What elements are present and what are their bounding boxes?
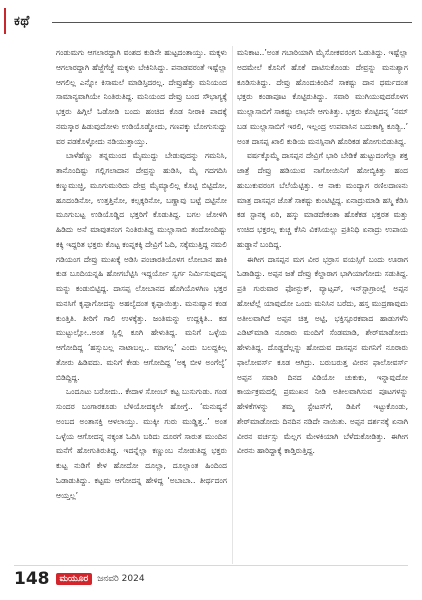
paragraph: ಒಂದೂಟು ಬರೋದು.. ಕೇದಾಳ ಸೋಂಬ್ ಕಟ್ಟ ಬುಸುಗುಡು. ಗಂಡ ಸುಂದರ ಬಂಗಾರಕೂಡು ಬೆಳಿಯೋದಕ್ಕಲೇ ಹೋಗ್ತೆ.. ‘ಮನುಷ್ಯನೆ ಅಂಬದ ಅಂತಾಸಕ್ತಿ ಆಳಲಾಯ್ತು. ಮುಕ್ಕೀ ಗುರು ಮುಡ್ಡಿತ್ತ..’ ಅಂತ ಒಳ್ಳೆಯ ಆಗೋದನ್ನ ನಕ್ಕಂತ ಓದಿಸಿ ಬರಿದು ದೂರಗೆ ಸಾರುತ ಮುಂದಿನ ಮನೆಗೆ ಹೋಗುತಿರುತಿದ್ದ. ಇದನ್ನೆಲ್ಲಾ ಕಣ್ಣುಂಬ ನೋಡುತಿದ್ದ ಭಕ್ತರು ಕುಟ್ಟ ನುಡಿಗೆ ಕೇಳ ಹೋದೋ ದೂಲ್ಲಾ, ದೂಲ್ಲಾಂತ ಹಿಂದಿಂದ ಓಡಾಡುತಿದ್ದು. ಕಟ್ಟಮ ಆಗೋದನ್ನ ಹೇಳಿದ್ದ ‘ಅಬಾಬಾ.. ತೀರ್ಥದಂಗ ಆಯ್ತಲ್ಲ’ xyxy=(56,387,227,500)
column-left xyxy=(56,46,227,564)
paragraph: ಬಾಳೆಹೆಣ್ಣು ತನ್ನಮುಂದ ಮೈಮುದ್ದು ಬೇಡುವುದನ್ನು ಗಮನಿಸಿ, ತಾನೊಂದಿಷ್ಟು ಗಲ್ಲಿಗಲಾದಾನ ದೇವ್ರನ್ನು ಹುಡಿಸಿ, ಮೈ ಗದಗದಿಸಿ ಕಣ್ಮುಮುಚ್ಚಿ, ಮೂಗುಮುರಿದು ದೇವ್ರ ಮೈಮ್ಯಾಲಿಲ್ಲ ಕೊಟ್ಟಿ ಬಿಟ್ಟಿದೋ, ಹೂದಂಡಿನೋ, ಉತ್ತತ್ತಿನೋ, ಕಲ್ಸಕ್ಕರಿನೋ, ಬಣ್ಣಾವು ಬಟ್ಟೆ ದಟ್ಟಿನೋ ಮೂಗುಬಟ್ಟ ಉಡಿಯೊಡ್ಡಿದ ಭಕ್ತರಿಗೆ ಕೊಡುತಿದ್ದ. ಬಗಲ ಜೋಳಿಗಿ ಹಿಡಿದು ಅನೆ ಮಾವುತನಂಗ ನಿಂತಿರುತಿದ್ದ ಮುಲ್ಲಾಸಾಬಿ ತಂದೋಂದಿಷ್ಟು ಕಕ್ಕಿ ಇದ್ದರಿತ ಭಕ್ತರು ಕೊಟ್ಟ ಕಂಪ್ನಕಕ್ಕಿ ದೇವ್ರಿಗೆ ಓದಿ, ಸಕ್ಕೆಮುತ್ತಿದ್ದ ನಮಲಿ ಗಡಿಯಂಗ ದೇವ್ರು ಮುಖಕ್ಕೆ ಅಡಿಸಿ ಪಂಚಾರತಿಯೊಳಗ ಲೋಬಾನ ಹಾಕಿ ಕುಡ ಬೂದಿಯನ್ನಹಿ ಹೋಗಬೆಟ್ಟಿಸಿ ಇದ್ದರ್ಯೋ ಸ್ವರ್ಗ ನಿರ್ಮಿಸುವುದನ್ನ ಮನ್ನು ಕಂಡುಬಿಟ್ಟಿದ್ದ. ದಾಸಪ್ಪ ಲೋಬಾನದ ಹೊಗಿಯೊಳಗಿಣ ಭಕ್ತರ ಮನಸಿಗೆ ಕೃಪ್ಪಾಗೋದನ್ನು ಅಹಲ್ಯೆದಂತ ಕೃಪ್ಪಾಯಿತ್ತು. ಮನುಷ್ಯಾನ ಕಂಡ ಕುಂತ್ತಿತಿ. ತೀರಿಗೆ ಗಾಲಿ ಉಳಕ್ಕೆತ್ತು. ಜಂತಿಮನ್ನು ಉದ್ದಕ್ಕಿತಿ.. ಕಡ ಮುಟ್ಟುಲ್ಲೋ..ಅಂತ ಸ್ವಿಲ್ಲಿ ಕೂಗಿ ಹೇಳುತಿದ್ದ. ಮನಿಗೆ ಒಳ್ಳೆಯ ಆಗೋದಿದ್ದ ‘ಹಸ್ಸುಬಲ್ಲ ನಾಟಾಬಲ್ಲ.. ಮಾಗಲ್ಲ’ ಎಂದು ಬಲದ್ದಕಿಲ್ಲ ತೋರು ಹಿಡಿವದು. ಮನಿಗೆ ಕೇಡು ಆಗೋದಿದ್ದ ‘ಅಕ್ಕ ಬೀಳ ಅಂಗೆಲ್ಯೆ’ ಬಿಡಿದ್ದಿದ್ದ. xyxy=(56,151,227,382)
article-body xyxy=(56,46,408,564)
column-divider xyxy=(232,46,233,564)
paragraph: ಗಂಡುಮಗು ಆಗಲಾರದ್ದಾಗಿ ವಂಶದ ಕುಡಿನೇ ಹುಟ್ಟದಂತಾಯ್ತು. ಮಕ್ಕಳು ಆಗಲಾರದ್ದಾಗಿ ಹೆಜ್ಜೆಗೆಜ್ಜೆ ಮಕ್ಕಳು ಬೇಕಿನಿಸಿದ್ದು. ಪನಾಡವರಂತೆ ಇಷ್ಟೆಲ್ಲಾ ಆಗಲಿಲ್ಲ ಎನ್ನೋ ಕಿಸಾಮಲೆ ಮಾಡಿಸ್ತಿದರಲ್ಲ. ದೇವ್ರುಹೆತ್ತು ಮನಿಯಂದ ಸಾಮಾನ್ಯವಾಗಿಯೇ ನಿಂತಿರುತಿದ್ದ. ಮನಿಯಂದ ದೇವ್ರು ಬಂದ ಸೌಭಾಗ್ಯಕ್ಕೆ ಭಕ್ತರು ಹಿಗ್ಗಿಲೆ ಓಡೋಡಿ ಬಂದು ಹಂಚಿದ ಕೊಡ ನೀರಾಕಿ ಪಾದಕ್ಕೆ ನಮಸ್ಕಾರ ಹಿಡುವುದೋಳು ಉಡಿಯೊಡ್ಡೋದು, ಗಣಪಕ್ಕು ಬೋಗುಸುದ್ದು ವರ ಪಡಕೊಳ್ಳೋದು ನಡಿಯುತ್ತಾಯ್ತು. xyxy=(56,48,227,146)
corner-decoration xyxy=(4,8,14,34)
page-header xyxy=(0,0,422,40)
section-label: ಕಥೆ xyxy=(14,14,30,29)
column-right xyxy=(237,46,408,564)
header-rule xyxy=(52,22,412,23)
issue-date: ಜನವರಿ 2024 xyxy=(97,574,145,584)
paragraph: ವರ್ಷಕ್ಕೊಮ್ಮೆ ದಾಸಪ್ಪನ ದೇವ್ರಿಗೆ ಭಾರಿ ಬೇಡಿಕೆ ಹುಟ್ಟುದಂಗೆಲ್ಲಾ ಶಕ್ತ ಜಾತ್ರೆ ದೇವ್ರು ಹಡಿಯುವ ನಾಗೋಯಿನಿಗೆ ಹೋಬ್ಯಿಕಿತ್ತು ಹಂದ ಹುಬುಕುವರಂಗ ಬೆಲೆಯೆಟ್ಟಿತ್ತು. ಆ ನಾಕು ಮಂದ್ಯಾಗ ರಣಿಲದಾಣನು ಮಾತ್ರ ದಾಸಪ್ಪನ ಜೊತೆ ಸಾಕಷ್ಟು ಕುಂಟಿಟ್ಟಿದ್ದ. ಏನಾದ್ರುಮಾಡಿ ಹಸ್ಮಿ ಕೆಡಿಸಿ ಕಡ ಸ್ಟಾನಕ್ಕ ಏರಿ, ಹಸ್ಕು ಮಾಡದೇಕಂತಾ ಹೊಕೆಕಡ ಭಕ್ತರತ ಮತ್ತು ಉಚಿದ ಭಕ್ತರಲ್ಲ ಕುಚ್ಚ ಕೆಸಿನಿ ವಿಕಸಿಯಲ್ಲು ಪ್ರತಿನಿಧಿ ಏನಾದ್ರು ಉಪಾಯ ಹುಡ್ಡಾನೆ ಬಂದಿದ್ದ. xyxy=(237,151,408,249)
magazine-logo: ಮಯೂರ xyxy=(56,573,93,585)
footer-rule xyxy=(14,565,408,566)
paragraph: ಈಗೀಗ ದಾಸಪ್ಪನ ಮಗ ವೀರ ಭರ್ರಾಸ ವಯಸ್ಸಿಗೆ ಬಂದು ಊರಾಗ ಓಡಾಡಿದ್ದು. ಅಪ್ಪನ ಜತೆ ದೇವ್ರು ಕೆಲ್ದಾರಾಗ ಭಾಗಿಯಾಗೋದು ಸಡುತಿದ್ದ. ಪ್ರತಿ ಗುರುವಾರ ಫೋನ್ಬುಕ್, ವ್ಯಾಟ್ಸಪ್, ಇನ್‌ಸ್ಟಾಗ್ರಾಂಲ್ಲೆ ಅಪ್ಪನ ಹೋಟೆಲ್ಲೆ ಯಾವುದೋ ಒಂದು ಮನಿಸಿನ ಬರೆದು, ಹಸ್ತ ಮುದ್ರಣಾವುದು ಅತೀಲವಾಗಿದೆ ಅಪ್ಪನ ಚಿತ್ತ ಅಟ್ಟಿ, ಭಕ್ತಿಸ್ಪೂರಕವಾದ ಹಾಡುಗಳೆನಿ ಎಡಿಟ್‌ಮಾಡಿ ನೂರಾರು ಮಂದಿಗೆ ಸೆಂಡಮಾಡಿ, ಶೇರ್‌ಮಾಡೋದು ಹೇಳುತಿದ್ದ. ದೊಡ್ಡದೆಲ್ಲನ್ನು ಹೋದುವ ದಾಸಪ್ಪನ ಮಗನಿಗೆ ನೂರಾರು ಫಾಲೋವರ್ಸ್ ಕೂಡ ಆಗಿದ್ರು. ಬರುಬರುತ್ತ ವೀರನ ಫಾಲೋವರ್ಸ್ ಅಪ್ಪನ ಸವಾರಿ ದಿನದ ವಿಡಿಯೋ ಚುಕುಕು, ಇನ್ನಾವುದೋ ಕಾರ್ಯಕ್ರಮದಲ್ಲಿ ಪ್ರಮುಖನ ನೀಡಿ ಅತೀಲವಾಗಿಸುವ ಪೂಟಗಳನ್ನು ಹೇಳಿಕೆಗಳನ್ನು ತಮ್ಮ ಸ್ಟೇಟಸ್‌ಗೆ, ಡಿಪಿಗೆ ಇಟ್ಟುಕೊಂಡು, ಶೇರ್‌ಮಾಡೋದು ದಿನದಿನ ನಡಿದೇ ನಾಯಿತು. ಅಪ್ಪನ ದರ್ಶನಕ್ಕೆ ಏನಾಗಿ ವೀರನ ವರ್ಚಸ್ಸು ಮೆಲ್ಲಗ ಮೇಳಕಿಯಾಗಿ ಬೆಳೆದುಕೋಡಿತ್ತು. ಈಗೀಗ ವೀರನು ಹಾರಿದ್ದಾಕ್ಕೆ ಕಾಡ್ತಿರುತ್ತಿದ್ದ. xyxy=(237,254,408,456)
page-footer xyxy=(14,568,145,590)
page-number: 148 xyxy=(14,569,50,589)
paragraph: ಮನಿಕಾಟ..’ಅಂತ ಗಬಾರಿಯಾಗಿ ಮೈಸೋಕವರಂಗ ಓಡುತಿದ್ದು. ಇಷ್ಟೆಲ್ಲಾ ಅದಮೇಲೆ ಕೊನಿಗೆ ಹೊಕೆ ದಾಟಿಸುಕೊಂಡು ದೇವ್ರನ್ನು ಮನುಶ್ಯಾಗ ಕೂಡಿಸುತಿದ್ದು. ದೇವ್ರು ಹೊಂದುಕಿಂದಿನೆ ಸಾಕಷ್ಟು ದಾನ ಧರ್ಮದಂತ ಭಕ್ತರು ಕಂಡಾಪೂಟ ಕೊಟ್ಟಿರುತಿದ್ದು. ಸವಾರಿ ಮುಗಿಯುವುದರೊಳಗ ಮುಲ್ಲಾಸಾಬಿಗೆ ಸಾಕಷ್ಟು ಲಾಭನೇ ಆಗುತಿತ್ತು. ಭಕ್ತರು ಕೊಟ್ಟಿದನ್ನ ‘ನಮ್ ಬಡ ಮುಲ್ಲಾಸಾಬಿಗೆ ಇರಲಿ, ಇಲ್ಲಂದ್ರ ಉಪವಾಸಿನ ಬದುಕಾಗ್ಯಿ ಕೂಡ್ಬಿ..’ ಅಂತ ದಾಸಪ್ಪ ಖಾಲಿ ಕುಡಿಯ ಮನಸ್ಸಿನಾಗಿ ಹೊರಿಕಡ ಹೋಗುಬಿಡುತಿದ್ದ. xyxy=(237,48,408,146)
